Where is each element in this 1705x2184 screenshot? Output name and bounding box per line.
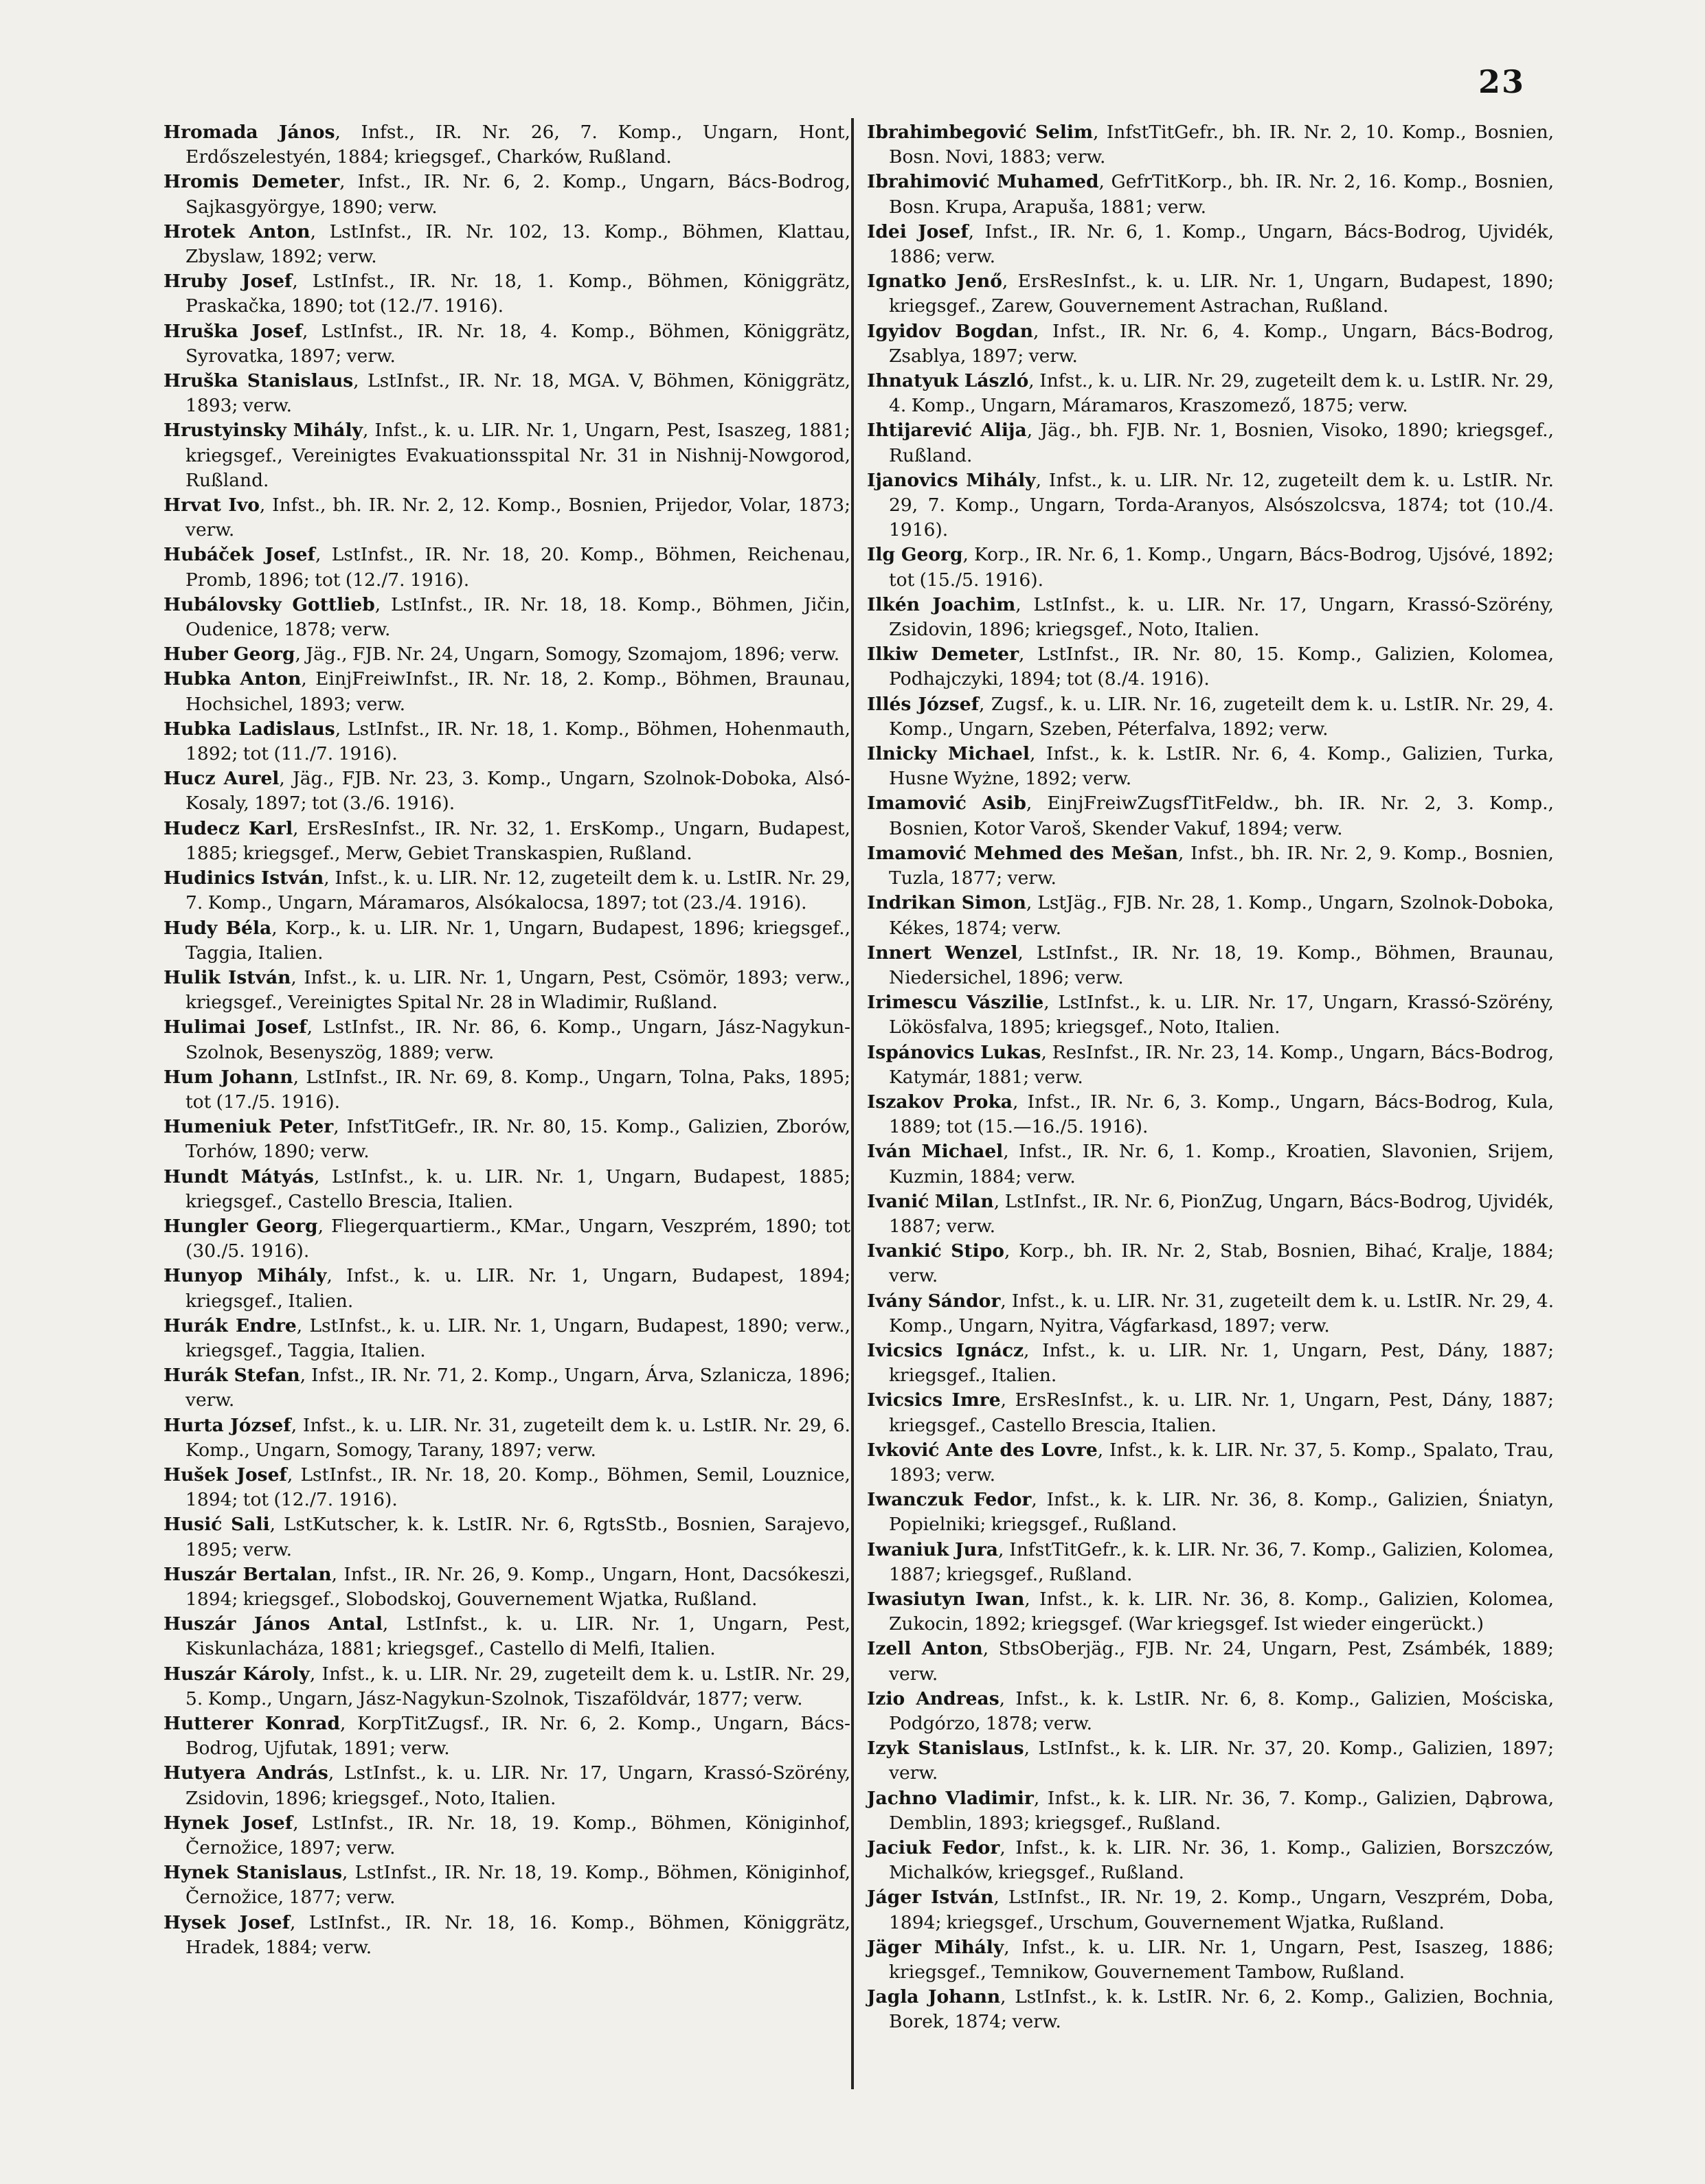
- entry-text: , LstInfst., IR. Nr. 6, PionZug, Ungarn, Bács-Bodrog, Ujvidék, 1887; verw.: [889, 1190, 1554, 1237]
- entry-text: , EinjFreiwZugsfTitFeldw., bh. IR. Nr. 2, 3. Komp., Bosnien, Kotor Varoš, Skender Vakuf, 1894; verw.: [889, 793, 1554, 839]
- list-entry: [163, 170, 850, 219]
- list-entry: [867, 1190, 1554, 1239]
- entry-text: , Infst., IR. Nr. 6, 4. Komp., Ungarn, Bács-Bodrog, Zsablya, 1897; verw.: [889, 320, 1554, 367]
- list-entry: [867, 1289, 1554, 1339]
- list-entry: [163, 1612, 850, 1661]
- entry-name: Hrvat Ivo: [163, 494, 260, 516]
- entry-name: Hušek Josef: [163, 1464, 287, 1486]
- entry-name: Iwaniuk Jura: [867, 1538, 998, 1560]
- entry-text: , Infst., k. k. LstIR. Nr. 6, 8. Komp., Galizien, Mościska, Podgórzo, 1878; verw.: [889, 1687, 1554, 1734]
- list-entry: [163, 1463, 850, 1512]
- entry-name: Ispánovics Lukas: [867, 1041, 1041, 1063]
- entry-name: Ijanovics Mihály: [867, 469, 1036, 491]
- entry-name: Hurák Endre: [163, 1315, 297, 1336]
- entry-name: Jäger Mihály: [867, 1936, 1004, 1958]
- list-entry: [867, 1836, 1554, 1885]
- entry-name: Ilg Georg: [867, 544, 963, 566]
- list-entry: [867, 543, 1554, 592]
- entry-name: Hum Johann: [163, 1066, 293, 1088]
- entry-text: , ErsResInfst., IR. Nr. 32, 1. ErsKomp., Ungarn, Budapest, 1885; kriegsgef., Merw, Gebiet Transkaspien, Rußland.: [185, 817, 850, 864]
- list-entry: [867, 1935, 1554, 1985]
- entry-name: Ihtijarević Alija: [867, 420, 1027, 442]
- list-entry: [163, 766, 850, 816]
- entry-text: , Fliegerquartierm., KMar., Ungarn, Veszprém, 1890; tot (30./5. 1916).: [185, 1215, 850, 1262]
- list-entry: [867, 220, 1554, 269]
- list-entry: [163, 1761, 850, 1810]
- entry-name: Jaciuk Fedor: [867, 1837, 1000, 1859]
- entry-name: Hudinics István: [163, 867, 324, 889]
- list-entry: [867, 468, 1554, 543]
- entry-text: , KorpTitZugsf., IR. Nr. 6, 2. Komp., Ungarn, Bács-Bodrog, Ujfutak, 1891; verw.: [185, 1713, 850, 1760]
- entry-text: , Infst., IR. Nr. 26, 9. Komp., Ungarn, Hont, Dacsókeszi, 1894; kriegsgef., Slobodskoj, Gouvernement Wjatka, Rußland.: [185, 1563, 850, 1610]
- entry-text: , Infst., IR. Nr. 6, 1. Komp., Kroatien, Slavonien, Srijem, Kuzmin, 1884; verw.: [889, 1141, 1554, 1187]
- page-number: 23: [1478, 63, 1525, 100]
- entry-text: , LstInfst., IR. Nr. 18, 20. Komp., Böhmen, Reichenau, Promb, 1896; tot (12./7. 1916).: [185, 544, 850, 591]
- entry-text: , Infst., k. k. LIR. Nr. 36, 7. Komp., Galizien, Dąbrowa, Demblin, 1893; kriegsgef., Rußland.: [889, 1787, 1554, 1834]
- entry-name: Iván Michael: [867, 1141, 1004, 1163]
- entry-name: Ivány Sándor: [867, 1290, 1001, 1312]
- list-entry: [867, 1488, 1554, 1537]
- entry-text: , LstInfst., IR. Nr. 18, 18. Komp., Böhmen, Jičin, Oudenice, 1878; verw.: [185, 593, 850, 641]
- entry-name: Hubka Ladislaus: [163, 718, 335, 740]
- entry-name: Indrikan Simon: [867, 892, 1026, 914]
- entry-text: , Infst., k. k. LstIR. Nr. 6, 4. Komp., Galizien, Turka, Husne Wyżne, 1892; verw.: [889, 743, 1554, 790]
- entry-text: , ErsResInfst., k. u. LIR. Nr. 1, Ungarn, Pest, Dány, 1887; kriegsgef., Castello Brescia, Italien.: [889, 1389, 1554, 1436]
- entry-text: , LstInfst., IR. Nr. 18, 1. Komp., Böhmen, Hohenmauth, 1892; tot (11./7. 1916).: [185, 718, 850, 765]
- entry-name: Hurta József: [163, 1414, 291, 1436]
- entry-text: , GefrTitKorp., bh. IR. Nr. 2, 16. Komp., Bosnien, Bosn. Krupa, Arapuša, 1881; verw.: [889, 171, 1554, 218]
- entry-text: , Infst., k. u. LIR. Nr. 1, Ungarn, Pest, Dány, 1887; kriegsgef., Italien.: [889, 1339, 1554, 1387]
- entry-text: , LstInfst., k. u. LIR. Nr. 17, Ungarn, Krassó-Szörény, Zsidovin, 1896; kriegsgef., Noto, Italien.: [185, 1762, 850, 1809]
- entry-name: Iwasiutyn Iwan: [867, 1588, 1025, 1610]
- column-divider: [851, 118, 854, 2089]
- entry-text: , LstInfst., k. u. LIR. Nr. 1, Ungarn, Pest, Kiskunlacháza, 1881; kriegsgef., Castello di Melfi, Italien.: [185, 1613, 850, 1660]
- entry-text: , Korp., k. u. LIR. Nr. 1, Ungarn, Budapest, 1896; kriegsgef., Taggia, Italien.: [185, 917, 850, 964]
- list-entry: [163, 667, 850, 716]
- entry-text: , LstInfst., k. u. LIR. Nr. 17, Ungarn, Krassó-Szörény, Lökösfalva, 1895; kriegsgef., Noto, Italien.: [889, 992, 1554, 1038]
- entry-name: Hromis Demeter: [163, 171, 340, 193]
- entry-text: , Infst., k. u. LIR. Nr. 12, zugeteilt dem k. u. LstIR. Nr. 29, 7. Komp., Ungarn, Máramaros, Alsókalocsa, 1897; tot (23./4. 1916).: [185, 867, 850, 914]
- list-entry: [867, 1985, 1554, 2034]
- entry-name: Idei Josef: [867, 220, 969, 242]
- entry-text: , Jäg., bh. FJB. Nr. 1, Bosnien, Visoko, 1890; kriegsgef., Rußland.: [889, 420, 1554, 466]
- entry-text: , LstInfst., k. u. LIR. Nr. 1, Ungarn, Budapest, 1890; verw., kriegsgef., Taggia, Italien.: [185, 1315, 850, 1361]
- list-entry: [163, 1811, 850, 1861]
- list-entry: [163, 866, 850, 915]
- entry-text: , Infst., k. u. LIR. Nr. 1, Ungarn, Budapest, 1894; kriegsgef., Italien.: [185, 1265, 851, 1312]
- entry-name: Hubáček Josef: [163, 544, 315, 566]
- entry-text: , LstInfst., IR. Nr. 18, 1. Komp., Böhmen, Königgrätz, Praskačka, 1890; tot (12./7. 1916).: [185, 271, 851, 317]
- list-entry: [163, 1363, 850, 1413]
- list-entry: [163, 916, 850, 966]
- entry-text: , Infst., IR. Nr. 6, 1. Komp., Ungarn, Bács-Bodrog, Ujvidék, 1886; verw.: [889, 220, 1554, 268]
- list-entry: [163, 1015, 850, 1065]
- entry-text: , LstJäg., FJB. Nr. 28, 1. Komp., Ungarn, Szolnok-Doboka, Kékes, 1874; verw.: [889, 892, 1554, 939]
- list-entry: [867, 642, 1554, 692]
- list-entry: [163, 269, 850, 319]
- entry-text: , LstInfst., IR. Nr. 18, 4. Komp., Böhmen, Königgrätz, Syrovatka, 1897; verw.: [185, 320, 850, 367]
- entry-text: , Infst., IR. Nr. 6, 2. Komp., Ungarn, Bács-Bodrog, Sajkasgyörgye, 1890; verw.: [185, 171, 851, 218]
- entry-name: Hruby Josef: [163, 271, 293, 293]
- entry-text: , LstInfst., IR. Nr. 18, 20. Komp., Böhmen, Semil, Louznice, 1894; tot (12./7. 1916).: [185, 1464, 850, 1511]
- list-entry: [163, 817, 850, 866]
- list-entry: [867, 369, 1554, 418]
- list-entry: [867, 891, 1554, 940]
- entry-text: , LstInfst., IR. Nr. 69, 8. Komp., Ungarn, Tolna, Paks, 1895; tot (17./5. 1916).: [185, 1066, 850, 1113]
- entry-text: , LstKutscher, k. k. LstIR. Nr. 6, RgtsStb., Bosnien, Sarajevo, 1895; verw.: [185, 1514, 850, 1560]
- entry-text: , Infst., bh. IR. Nr. 2, 12. Komp., Bosnien, Prijedor, Volar, 1873; verw.: [185, 494, 850, 541]
- entry-text: , Infst., k. u. LIR. Nr. 31, zugeteilt dem k. u. LstIR. Nr. 29, 4. Komp., Ungarn, Nyitra, Vágfarkasd, 1897; verw.: [889, 1290, 1554, 1336]
- entry-name: Humeniuk Peter: [163, 1116, 334, 1138]
- entry-name: Hudecz Karl: [163, 817, 293, 839]
- list-entry: [867, 1687, 1554, 1736]
- entry-name: Hynek Stanislaus: [163, 1862, 343, 1884]
- entry-text: , Infst., k. u. LIR. Nr. 31, zugeteilt dem k. u. LstIR. Nr. 29, 6. Komp., Ungarn, Somogy, Tarany, 1897; verw.: [185, 1414, 850, 1461]
- entry-text: , InfstTitGefr., k. k. LIR. Nr. 36, 7. Komp., Galizien, Kolomea, 1887; kriegsgef., Rußland.: [889, 1538, 1554, 1585]
- entry-text: , ResInfst., IR. Nr. 23, 14. Komp., Ungarn, Bács-Bodrog, Katymár, 1881; verw.: [889, 1041, 1554, 1088]
- entry-name: Innert Wenzel: [867, 942, 1018, 964]
- entry-name: Ihnatyuk László: [867, 370, 1029, 392]
- list-entry: [867, 269, 1554, 319]
- list-entry: [163, 1662, 850, 1711]
- entry-name: Hubálovsky Gottlieb: [163, 593, 375, 615]
- list-entry: [163, 1165, 850, 1214]
- entry-name: Ilkiw Demeter: [867, 644, 1019, 666]
- entry-name: Izio Andreas: [867, 1687, 1000, 1709]
- entry-name: Hubka Anton: [163, 668, 302, 690]
- entry-text: , Infst., k. u. LIR. Nr. 1, Ungarn, Pest, Isaszeg, 1886; kriegsgef., Temnikow, Gouvernement Tambow, Rußland.: [889, 1936, 1554, 1983]
- list-entry: [163, 418, 850, 493]
- list-entry: [163, 593, 850, 642]
- entry-name: Hysek Josef: [163, 1911, 291, 1933]
- list-entry: [867, 742, 1554, 791]
- entry-name: Hrustyinsky Mihály: [163, 420, 363, 442]
- list-entry: [163, 1115, 850, 1164]
- list-entry: [867, 1786, 1554, 1836]
- entry-text: , LstInfst., IR. Nr. 18, 19. Komp., Böhmen, Königinhof, Černožice, 1897; verw.: [185, 1812, 850, 1859]
- list-entry: [163, 493, 850, 543]
- entry-name: Hutterer Konrad: [163, 1713, 340, 1734]
- entry-text: , Infst., k. u. LIR. Nr. 1, Ungarn, Pest, Isaszeg, 1881; kriegsgef., Vereinigtes Evakuationsspital Nr. 31 in Nishnij-Nowgorod, Rußland.: [185, 420, 850, 491]
- entry-text: , InfstTitGefr., bh. IR. Nr. 2, 10. Komp., Bosnien, Bosn. Novi, 1883; verw.: [889, 122, 1554, 168]
- entry-text: , Infst., k. u. LIR. Nr. 12, zugeteilt dem k. u. LstIR. Nr. 29, 7. Komp., Ungarn, Torda-Aranyos, Alsószolcsva, 1874; tot (10./4. 1916).: [889, 469, 1554, 541]
- entry-text: , LstInfst., k. k. LstIR. Nr. 6, 2. Komp., Galizien, Bochnia, Borek, 1874; verw.: [889, 1986, 1554, 2033]
- entry-text: , ErsResInfst., k. u. LIR. Nr. 1, Ungarn, Budapest, 1890; kriegsgef., Zarew, Gouvernement Astrachan, Rußland.: [889, 271, 1554, 317]
- entry-name: Hruška Josef: [163, 320, 303, 342]
- entry-name: Ivankić Stipo: [867, 1240, 1004, 1262]
- entry-name: Ivicsics Ignácz: [867, 1339, 1024, 1361]
- list-entry: [163, 220, 850, 269]
- entry-name: Hucz Aurel: [163, 768, 280, 790]
- entry-name: Ibrahimbegović Selim: [867, 122, 1093, 143]
- list-entry: [867, 791, 1554, 841]
- entry-name: Huszár Károly: [163, 1663, 310, 1685]
- list-entry: [867, 1587, 1554, 1637]
- left-column: [163, 120, 850, 1960]
- entry-name: Huber Georg: [163, 644, 295, 666]
- list-entry: [867, 941, 1554, 990]
- entry-name: Imamović Mehmed des Mešan: [867, 842, 1179, 864]
- entry-name: Hutyera András: [163, 1762, 328, 1784]
- list-entry: [867, 1388, 1554, 1437]
- entry-text: , LstInfst., IR. Nr. 80, 15. Komp., Galizien, Kolomea, Podhajczyki, 1894; tot (8./4. 1916).: [889, 644, 1555, 690]
- entry-name: Husić Sali: [163, 1514, 270, 1536]
- list-entry: [867, 1090, 1554, 1139]
- entry-name: Iwanczuk Fedor: [867, 1489, 1032, 1511]
- list-entry: [163, 319, 850, 369]
- entry-name: Irimescu Vászilie: [867, 992, 1044, 1014]
- entry-text: , LstInfst., IR. Nr. 102, 13. Komp., Böhmen, Klattau, Zbyslaw, 1892; verw.: [185, 220, 850, 268]
- entry-name: Hunyop Mihály: [163, 1265, 327, 1287]
- entry-text: , LstInfst., k. k. LIR. Nr. 37, 20. Komp., Galizien, 1897; verw.: [889, 1738, 1554, 1784]
- entry-text: , Jäg., FJB. Nr. 24, Ungarn, Somogy, Szomajom, 1896; verw.: [295, 644, 840, 666]
- list-entry: [163, 717, 850, 766]
- entry-name: Ivicsics Imre: [867, 1389, 1001, 1411]
- list-entry: [163, 1214, 850, 1264]
- entry-name: Illés József: [867, 693, 979, 715]
- entry-text: , Infst., k. u. LIR. Nr. 29, zugeteilt dem k. u. LstIR. Nr. 29, 5. Komp., Ungarn, Jász-Nagykun-Szolnok, Tiszaföldvár, 1877; verw.: [185, 1663, 850, 1709]
- entry-text: , Infst., IR. Nr. 26, 7. Komp., Ungarn, Hont, Erdőszelestyén, 1884; kriegsgef., Charków, Rußland.: [185, 122, 850, 168]
- list-entry: [163, 1314, 850, 1363]
- entry-text: , LstInfst., IR. Nr. 18, MGA. V, Böhmen, Königgrätz, 1893; verw.: [185, 370, 851, 417]
- entry-name: Hromada János: [163, 122, 335, 143]
- entry-text: , Zugsf., k. u. LIR. Nr. 16, zugeteilt dem k. u. LstIR. Nr. 29, 4. Komp., Ungarn, Szeben, Péterfalva, 1892; verw.: [889, 693, 1555, 740]
- entry-text: , InfstTitGefr., IR. Nr. 80, 15. Komp., Galizien, Zborów, Torhów, 1890; verw.: [185, 1116, 851, 1163]
- list-entry: [867, 120, 1554, 170]
- entry-name: Hurák Stefan: [163, 1365, 300, 1387]
- list-entry: [867, 1885, 1554, 1935]
- list-entry: [163, 1711, 850, 1761]
- entry-text: , LstInfst., IR. Nr. 18, 19. Komp., Böhmen, Königinhof, Černožice, 1877; verw.: [185, 1862, 850, 1909]
- list-entry: [163, 1562, 850, 1612]
- entry-text: , EinjFreiwInfst., IR. Nr. 18, 2. Komp., Böhmen, Braunau, Hochsichel, 1893; verw.: [185, 668, 850, 715]
- entry-text: , Infst., k. u. LIR. Nr. 29, zugeteilt dem k. u. LstIR. Nr. 29, 4. Komp., Ungarn, Máramaros, Kraszomező, 1875; verw.: [889, 370, 1555, 417]
- entry-text: , Infst., k. u. LIR. Nr. 1, Ungarn, Pest, Csömör, 1893; verw., kriegsgef., Vereinigtes Spital Nr. 28 in Wladimir, Rußland.: [185, 966, 851, 1014]
- entry-text: , LstInfst., k. u. LIR. Nr. 17, Ungarn, Krassó-Szörény, Zsidovin, 1896; kriegsgef., Noto, Italien.: [889, 593, 1554, 641]
- entry-name: Ivanić Milan: [867, 1190, 994, 1212]
- entry-name: Hudy Béla: [163, 917, 272, 939]
- entry-name: Hruška Stanislaus: [163, 370, 354, 392]
- list-entry: [867, 418, 1554, 468]
- list-entry: [867, 1040, 1554, 1090]
- entry-text: , Infst., bh. IR. Nr. 2, 9. Komp., Bosnien, Tuzla, 1877; verw.: [889, 842, 1554, 889]
- list-entry: [163, 1512, 850, 1562]
- entry-text: , LstInfst., IR. Nr. 19, 2. Komp., Ungarn, Veszprém, Doba, 1894; kriegsgef., Urschum, Gouvernement Wjatka, Rußland.: [889, 1887, 1554, 1933]
- list-entry: [867, 319, 1554, 369]
- entry-text: , LstInfst., IR. Nr. 86, 6. Komp., Ungarn, Jász-Nagykun-Szolnok, Besenyszög, 1889; verw.: [185, 1016, 850, 1063]
- entry-name: Jagla Johann: [867, 1986, 1001, 2008]
- entry-name: Ibrahimović Muhamed: [867, 171, 1099, 193]
- list-entry: [867, 1239, 1554, 1288]
- entry-name: Hynek Josef: [163, 1812, 293, 1834]
- list-entry: [867, 1736, 1554, 1786]
- entry-name: Jachno Vladimir: [867, 1787, 1034, 1809]
- list-entry: [163, 642, 850, 667]
- list-entry: [163, 120, 850, 170]
- entry-name: Iszakov Proka: [867, 1091, 1013, 1113]
- entry-text: , LstInfst., IR. Nr. 18, 16. Komp., Böhmen, Königgrätz, Hradek, 1884; verw.: [185, 1911, 850, 1958]
- list-entry: [163, 1413, 850, 1463]
- entry-text: , Infst., IR. Nr. 6, 3. Komp., Ungarn, Bács-Bodrog, Kula, 1889; tot (15.—16./5. 1916).: [889, 1091, 1554, 1138]
- list-entry: [867, 841, 1554, 891]
- list-entry: [163, 966, 850, 1015]
- list-entry: [163, 1911, 850, 1960]
- entry-text: , Infst., IR. Nr. 71, 2. Komp., Ungarn, Árva, Szlanicza, 1896; verw.: [185, 1365, 850, 1411]
- list-entry: [867, 1339, 1554, 1388]
- entry-text: , Jäg., FJB. Nr. 23, 3. Komp., Ungarn, Szolnok-Doboka, Alsó-Kosaly, 1897; tot (3./6. 1916).: [185, 768, 851, 815]
- entry-name: Ivković Ante des Lovre: [867, 1439, 1098, 1461]
- entry-name: Huszár Bertalan: [163, 1563, 332, 1585]
- entry-text: , LstInfst., k. u. LIR. Nr. 1, Ungarn, Budapest, 1885; kriegsgef., Castello Brescia, Italien.: [185, 1165, 850, 1212]
- entry-name: Hundt Mátyás: [163, 1165, 314, 1187]
- entry-text: , Korp., bh. IR. Nr. 2, Stab, Bosnien, Bihać, Kralje, 1884; verw.: [889, 1240, 1555, 1287]
- entry-name: Ilnicky Michael: [867, 743, 1030, 765]
- entry-name: Ignatko Jenő: [867, 271, 1002, 293]
- list-entry: [867, 170, 1554, 219]
- list-entry: [867, 593, 1554, 642]
- list-entry: [867, 990, 1554, 1040]
- list-entry: [867, 1438, 1554, 1488]
- entry-name: Hrotek Anton: [163, 220, 310, 242]
- entry-text: , StbsOberjäg., FJB. Nr. 24, Ungarn, Pest, Zsámbék, 1889; verw.: [889, 1638, 1554, 1685]
- entry-name: Hungler Georg: [163, 1215, 318, 1237]
- list-entry: [867, 1139, 1554, 1189]
- entry-name: Hulik István: [163, 966, 291, 988]
- entry-name: Igyidov Bogdan: [867, 320, 1033, 342]
- entry-text: , Infst., k. k. LIR. Nr. 36, 8. Komp., Galizien, Śniatyn, Popielniki; kriegsgef., Rußland.: [889, 1489, 1555, 1536]
- list-entry: [163, 369, 850, 418]
- list-entry: [163, 543, 850, 592]
- entry-text: , Korp., IR. Nr. 6, 1. Komp., Ungarn, Bács-Bodrog, Ujsóvé, 1892; tot (15./5. 1916).: [889, 544, 1554, 591]
- list-entry: [163, 1861, 850, 1910]
- entry-text: , Infst., k. k. LIR. Nr. 36, 8. Komp., Galizien, Kolomea, Zukocin, 1892; kriegsgef. (War kriegsgef. Ist wieder eingerückt.): [889, 1588, 1554, 1635]
- list-entry: [867, 1538, 1554, 1587]
- entry-text: , LstInfst., IR. Nr. 18, 19. Komp., Böhmen, Braunau, Niedersichel, 1896; verw.: [889, 942, 1554, 988]
- entry-name: Ilkén Joachim: [867, 593, 1016, 615]
- right-column: [867, 120, 1554, 2035]
- entry-name: Izell Anton: [867, 1638, 983, 1660]
- list-entry: [163, 1264, 850, 1313]
- list-entry: [867, 692, 1554, 742]
- list-entry: [163, 1065, 850, 1115]
- entry-name: Izyk Stanislaus: [867, 1738, 1024, 1760]
- entry-name: Imamović Asib: [867, 793, 1026, 815]
- entry-name: Huszár János Antal: [163, 1613, 383, 1635]
- entry-name: Jáger István: [867, 1887, 994, 1909]
- list-entry: [867, 1637, 1554, 1686]
- entry-text: , Infst., k. k. LIR. Nr. 36, 1. Komp., Galizien, Borszczów, Michalków, kriegsgef., Rußland.: [889, 1837, 1555, 1884]
- entry-text: , Infst., k. k. LIR. Nr. 37, 5. Komp., Spalato, Trau, 1893; verw.: [889, 1439, 1554, 1486]
- entry-name: Hulimai Josef: [163, 1016, 307, 1038]
